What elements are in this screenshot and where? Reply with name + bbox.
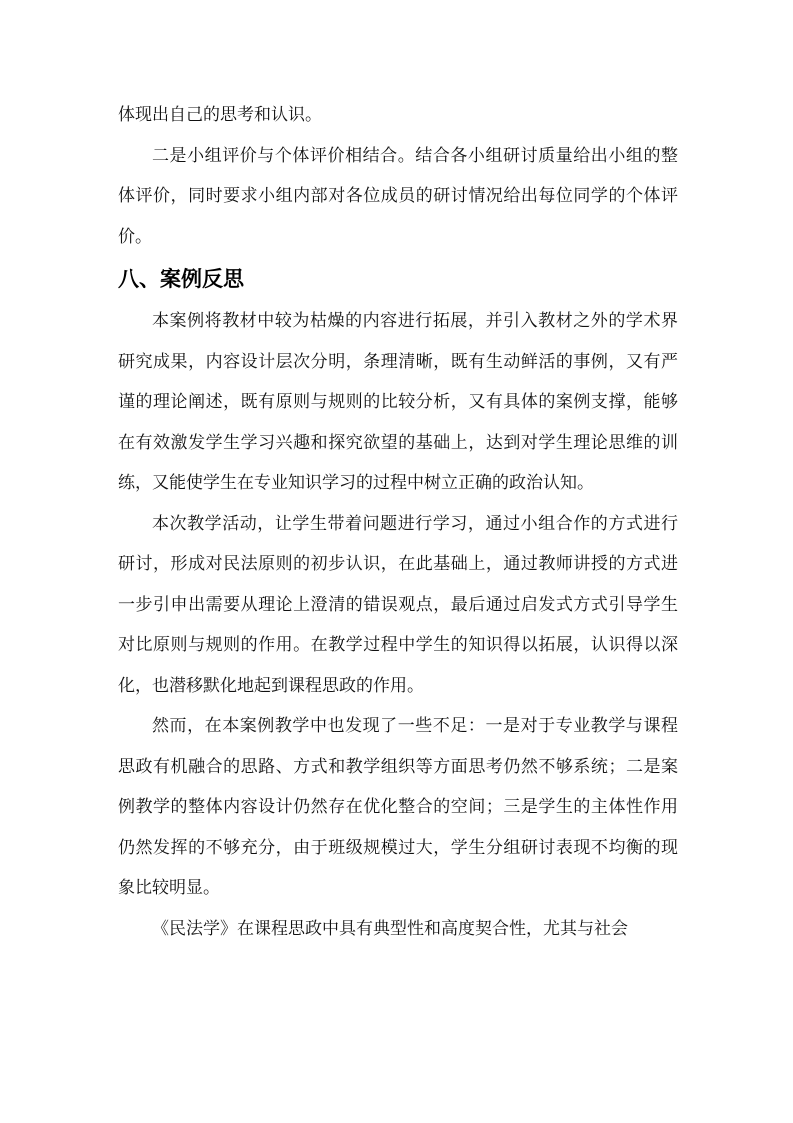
section-heading: 八、案例反思 bbox=[118, 267, 244, 291]
paragraph-reflection-2: 本次教学活动，让学生带着问题进行学习，通过小组合作的方式进行研讨，形成对民法原则的初步认识，在此基础上，通过教师讲授的方式进一步引申出需要从理论上澄清的错误观点，最后通过启发式方式引导学生对比原则与规则的作用。在教学过程中学生的知识得以拓展，认识得以深化，也潜移默化地起到课程思政的作用。 bbox=[118, 513, 678, 696]
paragraph-continued: 体现出自己的思考和认识。 bbox=[118, 105, 322, 125]
paragraph-group-evaluation: 二是小组评价与个体评价相结合。结合各小组研讨质量给出小组的整体评价，同时要求小组内部对各位成员的研讨情况给出每位同学的个体评价。 bbox=[118, 145, 678, 247]
paragraph-reflection-1: 本案例将教材中较为枯燥的内容进行拓展，并引入教材之外的学术界研究成果，内容设计层次分明，条理清晰，既有生动鲜活的事例，又有严谨的理论阐述，既有原则与规则的比较分析，又有具体的案例支撑，能够在有效激发学生学习兴趣和探究欲望的基础上，达到对学生理论思维的训练，又能使学生在专业知识学习的过程中树立正确的政治认知。 bbox=[118, 311, 678, 493]
paragraph-reflection-3: 然而，在本案例教学中也发现了一些不足：一是对于专业教学与课程思政有机融合的思路、方式和教学组织等方面思考仍然不够系统；二是案例教学的整体内容设计仍然存在优化整合的空间；三是学生的主体性作用仍然发挥的不够充分，由于班级规模过大，学生分组研讨表现不均衡的现象比较明显。 bbox=[118, 716, 678, 898]
document-body bbox=[118, 95, 678, 949]
paragraph-reflection-4: 《民法学》在课程思政中具有典型性和高度契合性，尤其与社会 bbox=[152, 918, 628, 939]
